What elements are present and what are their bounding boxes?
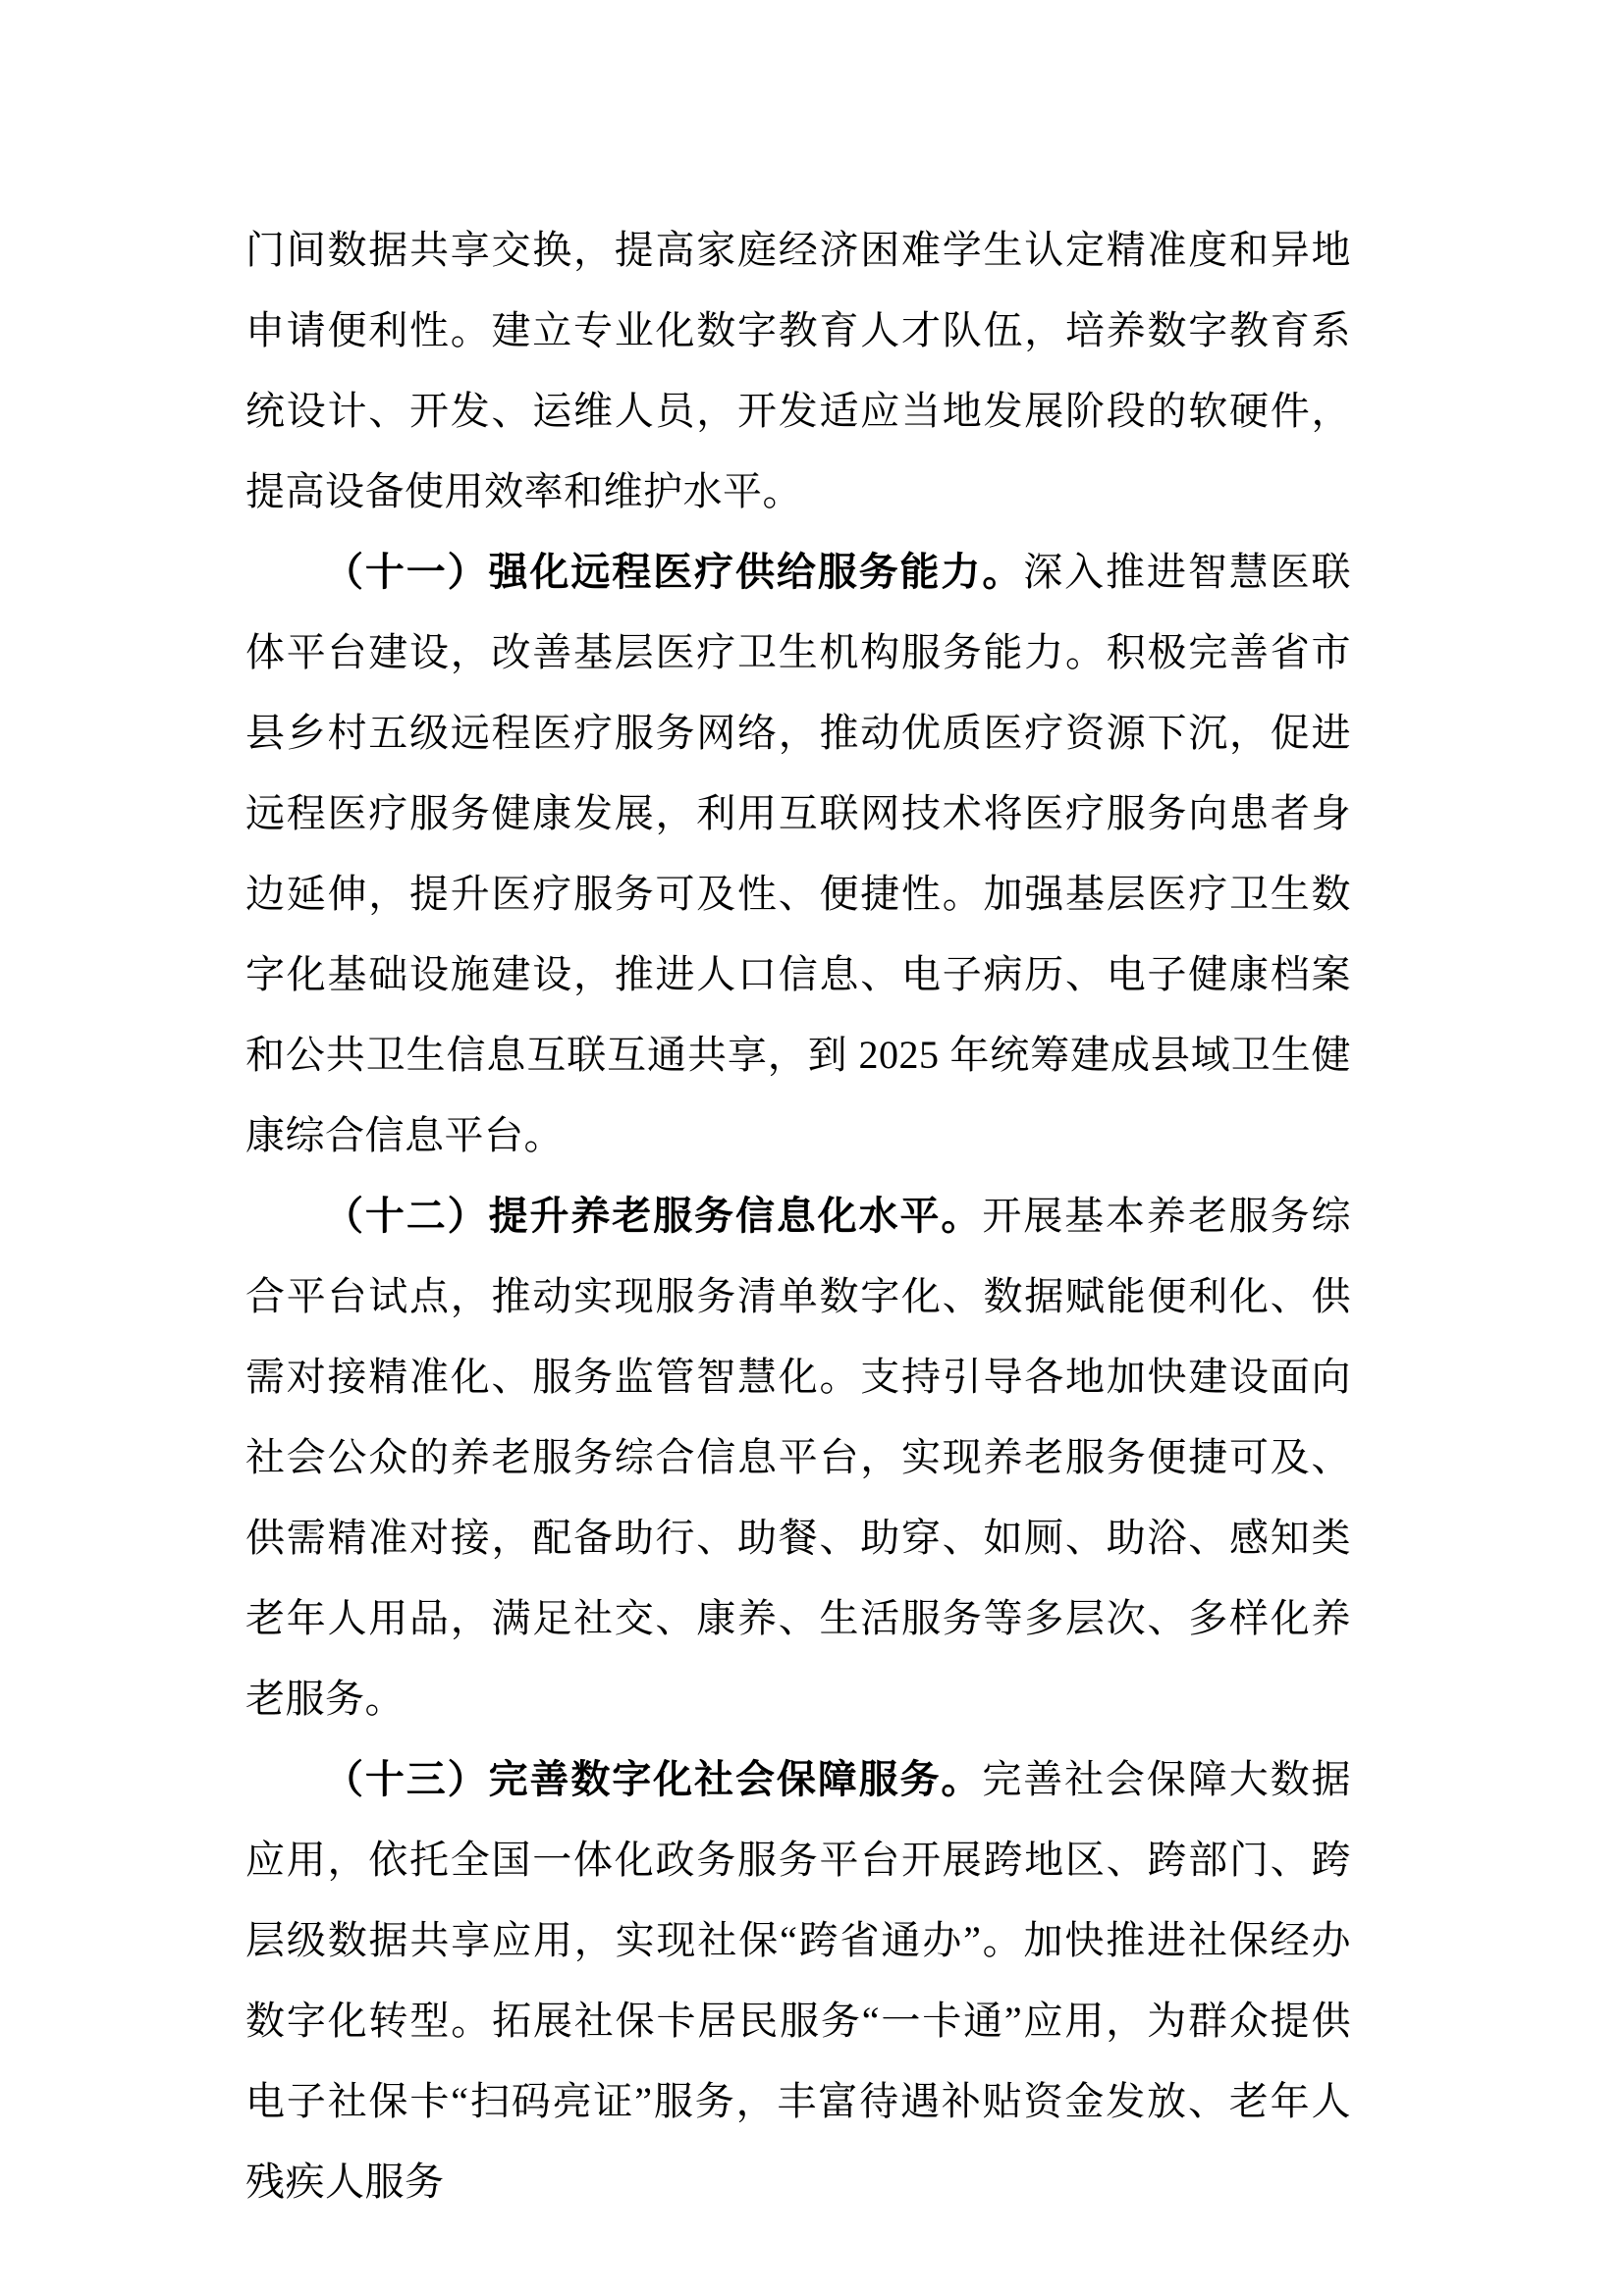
document-body — [245, 210, 1351, 2222]
paragraph-text: 开展基本养老服务综合平台试点，推动实现服务清单数字化、数据赋能便利化、供需对接精准化、服务监管智慧化。支持引导各地加快建设面向社会公众的养老服务综合信息平台，实现养老服务便捷可及、供需精准对接，配备助行、助餐、助穿、如厕、助浴、感知类老年人用品，满足社交、康养、生活服务等多层次、多样化养老服务。 — [245, 1194, 1352, 1721]
paragraph-text: 门间数据共享交换，提高家庭经济困难学生认定精准度和异地申请便利性。建立专业化数字教育人才队伍，培养数字教育系统设计、开发、运维人员，开发适应当地发展阶段的软硬件，提高设备使用效率和维护水平。 — [245, 228, 1351, 513]
section-heading: （十三）完善数字化社会保障服务。 — [324, 1757, 983, 1801]
section-heading: （十二）提升养老服务信息化水平。 — [324, 1194, 983, 1238]
paragraph — [245, 532, 1351, 1176]
paragraph-text: 深入推进智慧医联体平台建设，改善基层医疗卫生机构服务能力。积极完善省市县乡村五级远程医疗服务网络，推动优质医疗资源下沉，促进远程医疗服务健康发展，利用互联网技术将医疗服务向患者身边延伸，提升医疗服务可及性、便捷性。加强基层医疗卫生数字化基础设施建设，推进人口信息、电子病历、电子健康档案和公共卫生信息互联互通共享，到 2025 年统筹建成县域卫生健康综合信息平台。 — [245, 550, 1352, 1157]
section-heading: （十一）强化远程医疗供给服务能力。 — [324, 550, 1024, 594]
paragraph — [245, 210, 1351, 532]
paragraph — [245, 1739, 1351, 2222]
paragraph — [245, 1176, 1351, 1739]
paragraph-text: 完善社会保障大数据应用，依托全国一体化政务服务平台开展跨地区、跨部门、跨层级数据共享应用，实现社保“跨省通办”。加快推进社保经办数字化转型。拓展社保卡居民服务“一卡通”应用，为群众提供电子社保卡“扫码亮证”服务，丰富待遇补贴资金发放、老年人残疾人服务 — [245, 1757, 1352, 2204]
